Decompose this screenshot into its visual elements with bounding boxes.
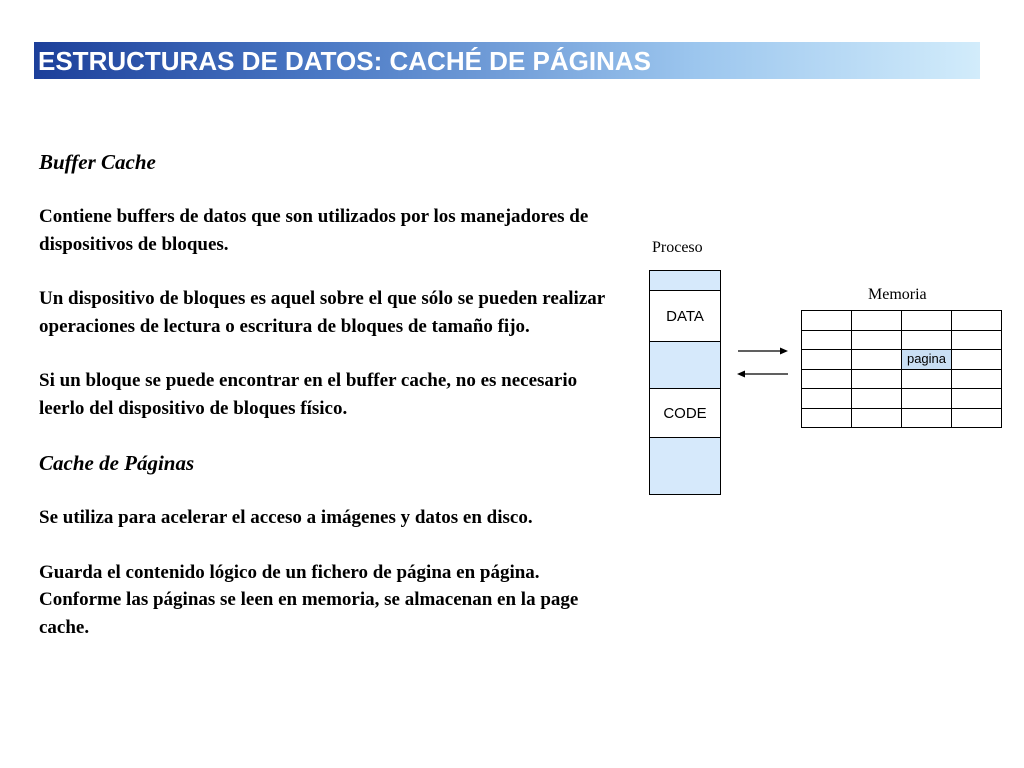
- memory-row: [802, 389, 1002, 409]
- process-segment-middle: [650, 342, 720, 389]
- memory-cell: [852, 389, 902, 409]
- memory-row: [802, 311, 1002, 331]
- memory-cell: [952, 408, 1002, 428]
- memory-cell: [952, 389, 1002, 409]
- data-segment: [650, 290, 720, 342]
- process-segment-bottom: [650, 438, 720, 494]
- memory-row: [802, 408, 1002, 428]
- transfer-arrows: [730, 340, 792, 382]
- process-label: Proceso: [652, 239, 703, 256]
- memory-cell: [952, 369, 1002, 389]
- memory-cell: [802, 330, 852, 350]
- memory-cell: [802, 389, 852, 409]
- section-heading-page-cache: Cache de Páginas: [39, 451, 195, 475]
- data-segment-label: DATA: [666, 308, 704, 325]
- memory-cell: [802, 311, 852, 331]
- memory-cell: [902, 330, 952, 350]
- arrow-head-right: [780, 348, 788, 355]
- paragraph: Un dispositivo de bloques es aquel sobre el que sólo se pueden realizar operaciones de lectura o escritura de bloques de tamaño fijo.: [39, 288, 605, 337]
- memory-cell: [802, 408, 852, 428]
- memory-cell: [902, 369, 952, 389]
- memory-cell: [902, 408, 952, 428]
- paragraph: Si un bloque se puede encontrar en el buffer cache, no es necesario leerlo del dispositivo de bloques físico.: [39, 370, 578, 419]
- page-cell: [902, 350, 952, 370]
- slide-title: ESTRUCTURAS DE DATOS: CACHÉ DE PÁGINAS: [38, 46, 651, 76]
- arrow-head-left: [737, 371, 745, 378]
- code-segment-label: CODE: [663, 405, 707, 422]
- memory-cell: [852, 408, 902, 428]
- memory-grid: [801, 310, 1002, 428]
- memory-cell: [852, 311, 902, 331]
- memory-cell: [952, 311, 1002, 331]
- memory-cell: [852, 350, 902, 370]
- page-cell-label: pagina: [906, 351, 947, 367]
- process-address-space: [649, 270, 721, 495]
- paragraph: Guarda el contenido lógico de un fichero de página en página. Conforme las páginas se leen en memoria, se almacenan en la page cache.: [39, 561, 579, 638]
- memory-row: [802, 330, 1002, 350]
- memory-cell: [902, 311, 952, 331]
- memory-cell: [952, 330, 1002, 350]
- memory-cell: [802, 350, 852, 370]
- memory-cell: [952, 350, 1002, 370]
- code-segment: [650, 388, 720, 438]
- memory-label: Memoria: [868, 286, 927, 303]
- section-heading-buffer-cache: Buffer Cache: [39, 150, 156, 174]
- memory-cell: [852, 330, 902, 350]
- process-segment-top: [650, 271, 720, 291]
- paragraph: Contiene buffers de datos que son utilizados por los manejadores de dispositivos de bloques.: [39, 206, 589, 255]
- memory-cell: [802, 369, 852, 389]
- memory-row: [802, 369, 1002, 389]
- paragraph: Se utiliza para acelerar el acceso a imágenes y datos en disco.: [39, 507, 533, 528]
- memory-cell: [902, 389, 952, 409]
- memory-cell: [852, 369, 902, 389]
- memory-row: [802, 350, 1002, 370]
